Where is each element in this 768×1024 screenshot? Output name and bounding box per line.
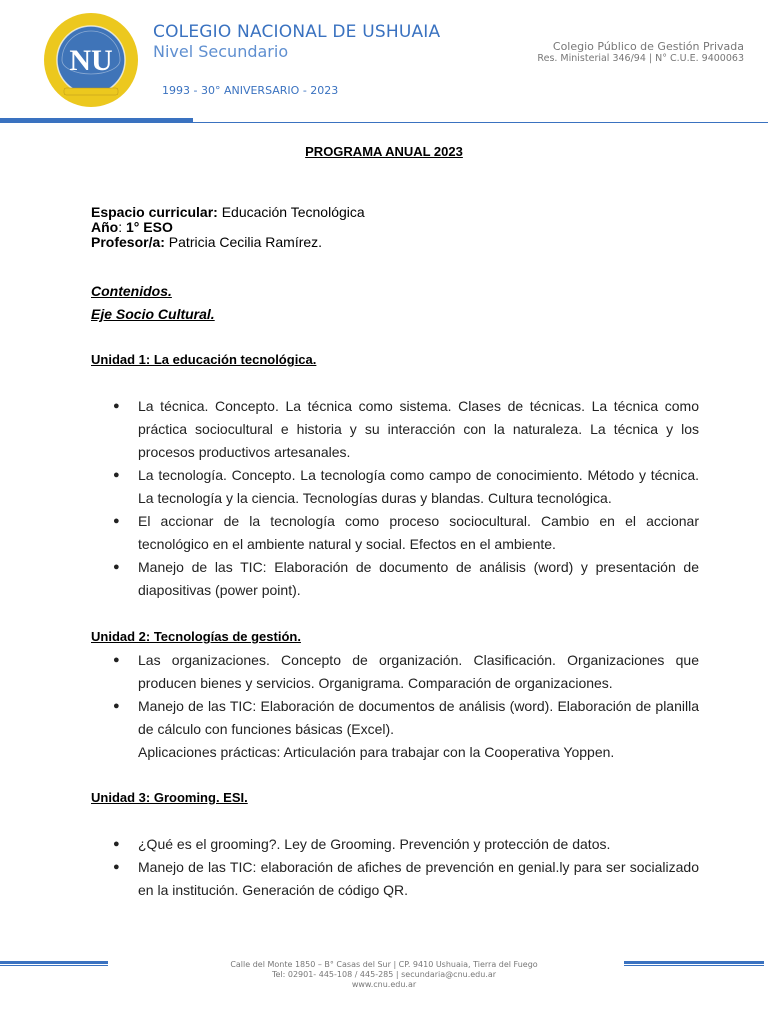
profesor-label: Profesor/a: [91,234,165,250]
list-item: ● La técnica. Concepto. La técnica como sistema. Clases de técnicas. La técnica como práctica sociocultural e historia y su interacción con la naturaleza. La técnica y los procesos productivos artesanales. [91,395,699,464]
bullet-icon: ● [113,838,120,850]
bullet-icon: ● [113,515,120,527]
school-credentials [537,40,744,65]
list-item: ● ¿Qué es el grooming?. Ley de Grooming. Prevención y protección de datos. [91,833,699,856]
bullet-icon: ● [113,861,120,873]
list-item: ● El accionar de la tecnología como proceso sociocultural. Cambio en el accionar tecnológico en el ambiente natural y social. Efectos en el ambiente. [91,510,699,556]
bullet-icon: ● [113,400,120,412]
anniversary-text: 1993 - 30° ANIVERSARIO - 2023 [162,84,339,97]
document-title: PROGRAMA ANUAL 2023 [305,144,463,159]
bullet-icon: ● [113,654,120,666]
logo-monogram: NU [69,44,113,77]
unit-3-title: Unidad 3: Grooming. ESI. [91,790,248,805]
list-item: ● Manejo de las TIC: elaboración de afiches de prevención en genial.ly para ser socializado en la institución. Generación de código QR. [91,856,699,902]
unit-3-list [91,833,699,902]
bullet-icon: ● [113,700,120,712]
profesor-line [91,235,699,250]
anio-line [91,220,699,235]
espacio-value: Educación Tecnológica [217,204,365,220]
list-item: ● Manejo de las TIC: Elaboración de documento de análisis (word) y presentación de diapositivas (power point). [91,556,699,602]
list-item: ● Las organizaciones. Concepto de organización. Clasificación. Organizaciones que producen bienes y servicios. Organigrama. Comparación de organizaciones. [91,649,699,695]
list-item: ● Manejo de las TIC: Elaboración de documentos de análisis (word). Elaboración de planilla de cálculo con funciones básicas (Excel). Aplicaciones prácticas: Articulación para trabajar con la Cooperativa Yoppen. [91,695,699,764]
footer-contact [0,960,768,990]
school-logo [42,12,140,108]
school-level: Nivel Secundario [153,42,289,61]
eje-heading: Eje Socio Cultural. [91,306,215,322]
anio-label: Año [91,219,119,235]
unit-1-list [91,395,699,602]
footer-phone-email: Tel: 02901- 445-108 / 445-285 | secundaria@cnu.edu.ar [271,970,497,979]
list-item: ● La tecnología. Concepto. La tecnología como campo de conocimiento. Método y técnica. La tecnología y la ciencia. Tecnologías duras y blandas. Cultura tecnológica. [91,464,699,510]
espacio-label: Espacio curricular: [91,204,218,220]
unit-1-title: Unidad 1: La educación tecnológica. [91,352,317,367]
anio-sep: : [118,219,126,235]
contenidos-heading: Contenidos. [91,283,172,299]
practical-applications: Aplicaciones prácticas: Articulación para trabajar con la Cooperativa Yoppen. [138,744,615,760]
footer-website: www.cnu.edu.ar [351,980,417,989]
management-type: Colegio Público de Gestión Privada [552,40,744,53]
unit-2-list [91,649,699,764]
resolution-number: Res. Ministerial 346/94 | N° C.U.E. 9400063 [537,53,744,64]
school-name: COLEGIO NACIONAL DE USHUAIA [153,22,441,42]
bullet-icon: ● [113,561,120,573]
profesor-value: Patricia Cecilia Ramírez. [164,234,323,250]
unit-2-title: Unidad 2: Tecnologías de gestión. [91,629,301,644]
anio-value: 1° ESO [126,219,173,235]
footer-address: Calle del Monte 1850 – B° Casas del Sur | CP. 9410 Ushuaia, Tierra del Fuego [230,960,538,969]
course-info [91,205,699,250]
bullet-icon: ● [113,469,120,481]
header-divider [0,122,768,123]
espacio-line [91,205,699,220]
